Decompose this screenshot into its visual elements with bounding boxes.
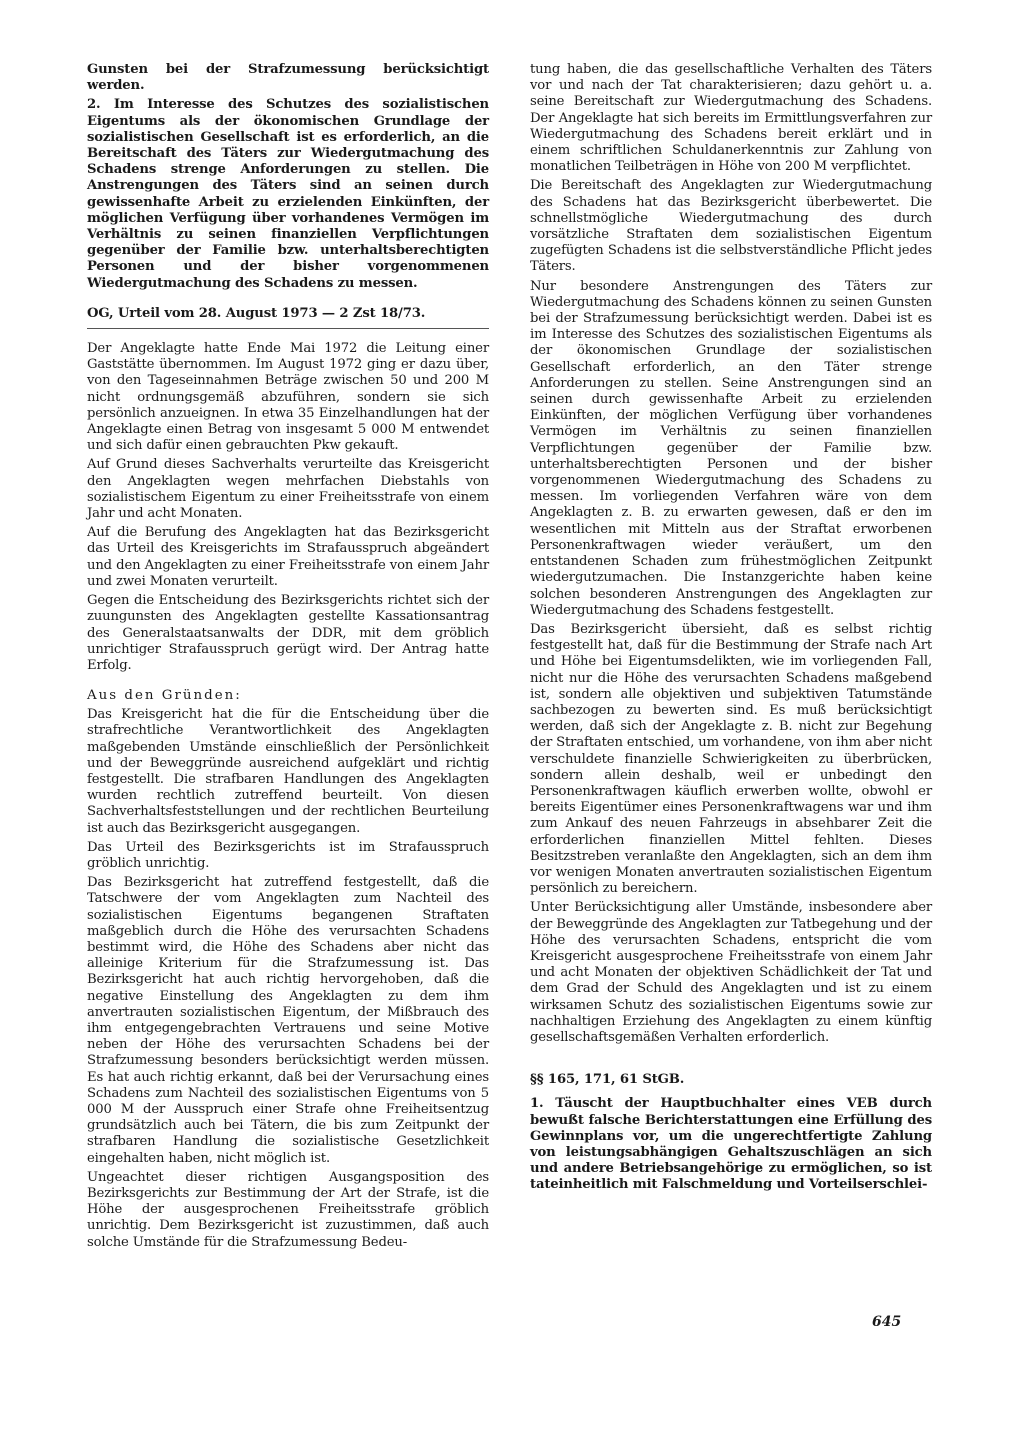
section-heading: §§ 165, 171, 61 StGB. (530, 1072, 685, 1088)
facts-paragraph: Der Angeklagte hatte Ende Mai 1972 die Leitung einer Gaststätte übernommen. Im August 1972 ging er dazu über, von den Tageseinnahmen Beträge zwischen 50 und 200 M nicht ordnungsgemäß abzuführen, sondern sie sich persönlich anzueignen. In etwa 35 Einzelhandlungen hat der Angeklagte einen Betrag von insgesamt 5 000 M entwendet und sich dafür einen gebrauchten Pkw gekauft. (87, 341, 489, 454)
divider (87, 328, 489, 329)
facts-paragraph: Gegen die Entscheidung des Bezirksgerichts richtet sich der zuungunsten des Angeklagten gestellte Kassationsantrag des Generalstaatsanwalts der DDR, mit dem gröblich unrichtiger Strafausspruch gerügt wird. Der Antrag hatte Erfolg. (87, 593, 489, 673)
facts-paragraph: Auf Grund dieses Sachverhalts verurteilte das Kreisgericht den Angeklagten wegen mehrfachen Diebstahls von sozialistischem Eigentum zu einer Freiheitsstrafe von einem Jahr und acht Monaten. (87, 457, 489, 522)
reasons-paragraph: Das Kreisgericht hat die für die Entscheidung über die strafrechtliche Verantwortlichkeit des Angeklagten maßgebenden Umstände einschließlich der Persönlichkeit und der Beweggründe ausreichend aufgeklärt und richtig festgestellt. Die strafbaren Handlungen des Angeklagten wurden rechtlich zutreffend beurteilt. Von diesen Sachverhaltsfeststellungen und der rechtlichen Beurteilung ist auch das Bezirksgericht ausgegangen. (87, 707, 489, 836)
left-column (87, 62, 489, 1254)
body-paragraph: tung haben, die das gesellschaftliche Verhalten des Täters vor und nach der Tat charakterisieren; dazu gehört u. a. seine Bereitschaft zur Wiedergutmachung des Schadens. Der Angeklagte hat sich bereits im Ermittlungsverfahren zur Wiedergutmachung des Schadens bereit erklärt und in einem schriftlichen Schuldanerkenntnis zur Zahlung von monatlichen Teilbeträgen in Höhe von 200 M verpflichtet. (530, 62, 932, 175)
body-paragraph: Das Bezirksgericht übersieht, daß es selbst richtig festgestellt hat, daß für die Bestimmung der Strafe nach Art und Höhe bei Eigentumsdelikten, wie im vorliegenden Fall, nicht nur die Höhe des verursachten Schadens maßgebend ist, sondern alle objektiven und subjektiven Tatumstände sachbezogen zu bewerten sind. Es muß berücksichtigt werden, daß sich der Angeklagte z. B. nicht zur Begehung der Straftaten entschied, um vorhandene, von ihm aber nicht verschuldete finanzielle Schwierigkeiten zu überbrücken, sondern allein deshalb, weil er unbedingt den Personenkraftwagen käuflich erwerben wollte, obwohl er bereits Eigentümer eines Personenkraftwagens war und ihm zum Ankauf des neuen Fahrzeugs in absehbarer Zeit die erforderlichen finanziellen Mittel fehlten. Dieses Besitzstreben veranlaßte den Angeklagten, sich an dem ihm vor wenigen Monaten anvertrauten sozialistischen Eigentum persönlich zu bereichern. (530, 621, 932, 897)
next-headnote: 1. Täuscht der Hauptbuchhalter eines VEB durch bewußt falsche Berichterstattungen eine Erfüllung des Gewinnplans vor, um die ungerechtfertigte Zahlung von leistungsabhängigen Gehaltszuschlägen an sich und andere Betriebsangehörige zu ermöglichen, so ist tateinheitlich mit Falschmeldung und Vorteilserschlei- (530, 1096, 932, 1193)
headnote-continuation: Gunsten bei der Strafzumessung berücksichtigt werden. (87, 62, 489, 94)
decision-citation: OG, Urteil vom 28. August 1973 — 2 Zst 18/73. (87, 305, 426, 321)
reasons-paragraph: Das Bezirksgericht hat zutreffend festgestellt, daß die Tatschwere der vom Angeklagten zum Nachteil des sozialistischen Eigentums begangenen Straftaten maßgeblich durch die Höhe des verursachten Schadens bestimmt wird, die Höhe des Schadens aber nicht das alleinige Kriterium für die Strafzumessung ist. Das Bezirksgericht hat auch richtig hervorgehoben, daß die negative Einstellung des Angeklagten zu dem ihm anvertrauten sozialistischen Eigentum, der Mißbrauch des ihm entgegengebrachten Vertrauens und seine Motive neben der Höhe des verursachten Schadens bei der Strafzumessung besonders berücksichtigt werden müssen. Es hat auch richtig erkannt, daß bei der Verursachung eines Schadens zum Nachteil des sozialistischen Eigentums von 5 000 M der Ausspruch einer Strafe ohne Freiheitsentzug grundsätzlich auch bei Tätern, die bis zum Zeitpunkt der strafbaren Handlung die sozialistische Gesetzlichkeit eingehalten haben, nicht möglich ist. (87, 875, 489, 1166)
headnote-2: 2. Im Interesse des Schutzes des sozialistischen Eigentums als der ökonomischen Grundlage der sozialistischen Gesellschaft ist es erforderlich, an die Bereitschaft des Täters zur Wiedergutmachung des Schadens strenge Anforderungen zu stellen. Die Anstrengungen des Täters sind an seinen durch gewissenhafte Arbeit zu erzielenden Einkünften, der möglichen Verfügung über vorhandenes Vermögen im Verhältnis zu seinen finanziellen Verpflichtungen gegenüber der Familie bzw. unterhaltsberechtigten Personen und der bisher vorgenommenen Wiedergutmachung des Schadens zu messen. (87, 97, 489, 291)
body-paragraph: Unter Berücksichtigung aller Umstände, insbesondere aber der Beweggründe des Angeklagten zur Tatbegehung und der Höhe des verursachten Schadens, entspricht die vom Kreisgericht ausgesprochene Freiheitsstrafe von einem Jahr und acht Monaten der objektiven Schädlichkeit der Tat und dem Grad der Schuld des Angeklagten und ist zu einem wirksamen Schutz des sozialistischen Eigentums sowie zur nachhaltigen Erziehung des Angeklagten zu einem künftig gesellschaftsgemäßen Verhalten erforderlich. (530, 900, 932, 1045)
page-number: 645 (872, 1314, 902, 1330)
facts-paragraph: Auf die Berufung des Angeklagten hat das Bezirksgericht das Urteil des Kreisgerichts im Strafausspruch abgeändert und den Angeklagten zu einer Freiheitsstrafe von einem Jahr und zwei Monaten verurteilt. (87, 525, 489, 589)
body-paragraph: Die Bereitschaft des Angeklagten zur Wiedergutmachung des Schadens hat das Bezirksgericht überbewertet. Die schnellstmögliche Wiedergutmachung des durch vorsätzliche Straftaten dem sozialistischen Eigentum zugefügten Schadens ist die selbstverständliche Pflicht jedes Täters. (530, 178, 932, 275)
body-paragraph: Nur besondere Anstrengungen des Täters zur Wiedergutmachung des Schadens können zu seinen Gunsten bei der Strafzumessung berücksichtigt werden. Dabei ist es im Interesse des Schutzes des sozialistischen Eigentums als der ökonomischen Grundlage der sozialistischen Gesellschaft erforderlich, an den Täter strenge Anforderungen zu stellen. Seine Anstrengungen sind an seinen durch gewissenhafte Arbeit zu erzielenden Einkünften, der möglichen Verfügung über vorhandenes Vermögen im Verhältnis zu seinen finanziellen Verpflichtungen gegenüber der Familie bzw. unterhaltsberechtigten Personen und der bisher vorgenommenen Wiedergutmachung des Schadens zu messen. Im vorliegenden Verfahren wäre von dem Angeklagten z. B. zu erwarten gewesen, daß er den im wesentlichen mit Mitteln aus der Straftat erworbenen Personenkraftwagen wieder veräußert, um den entstandenen Schaden zum frühestmöglichen Zeitpunkt wiedergutzumachen. Die Instanzgerichte haben keine solchen besonderen Anstrengungen des Angeklagten zur Wiedergutmachung des Schadens festgestellt. (530, 278, 932, 618)
reasons-paragraph: Ungeachtet dieser richtigen Ausgangsposition des Bezirksgerichts zur Bestimmung der Art der Strafe, ist die Höhe der ausgesprochenen Freiheitsstrafe gröblich unrichtig. Dem Bezirksgericht ist zuzustimmen, daß auch solche Umstände für die Strafzumessung Bedeu- (87, 1169, 489, 1250)
reasons-paragraph: Das Urteil des Bezirksgerichts ist im Strafausspruch gröblich unrichtig. (87, 839, 489, 871)
reasons-heading: Aus den Gründen: (87, 688, 242, 704)
right-column (530, 62, 932, 1197)
